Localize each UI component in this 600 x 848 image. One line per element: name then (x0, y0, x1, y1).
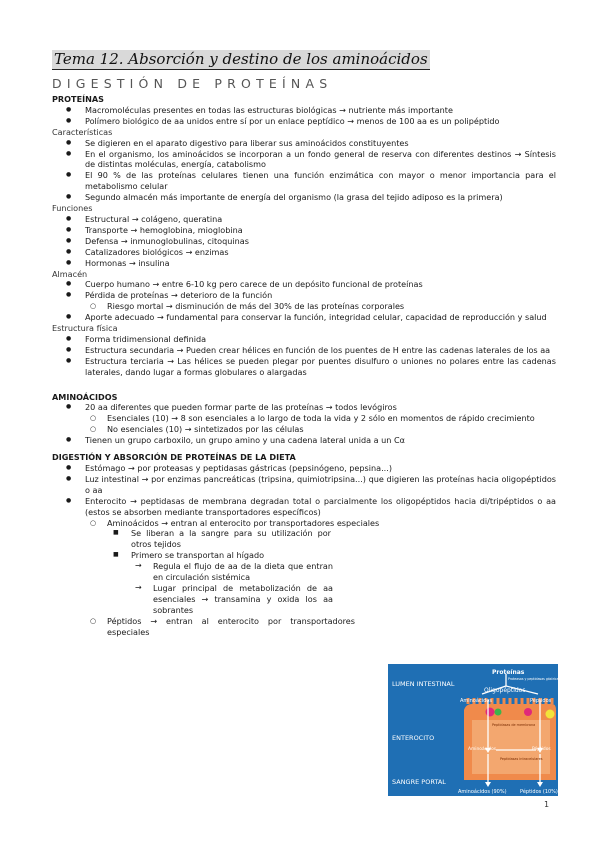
list-item: ● Estructura terciaria → Las hélices se pueden plegar por puentes disulfuro o uniones no polares entre las cadenas laterales, dando lugar a formas globulares o alargadas (52, 356, 556, 378)
label-proteinas: Proteínas (492, 669, 525, 676)
carrier-pink-2 (524, 708, 532, 716)
list-item: ● Estómago → por proteasas y peptidasas gástricas (pepsinógeno, pepsina...) (52, 463, 556, 474)
list-item: ● Cuerpo humano → entre 6-10 kg pero carece de un depósito funcional de proteínas (52, 279, 556, 290)
list-item-text: Pérdida de proteínas → deterioro de la función (85, 290, 273, 301)
list-item: ● Segundo almacén más importante de energía del organismo (la grasa del tejido adiposo es la primera) (52, 192, 556, 203)
label-peptidasas: Peptidasas de membrana (492, 723, 536, 727)
label-oligopeptidos: Oligopéptidos (484, 687, 526, 694)
label-peptidasas-intra: Peptidasas intracelulares (500, 757, 543, 761)
label-aminoacidos: Aminoácidos (460, 698, 492, 704)
sublist (85, 413, 556, 435)
label-enterocito: ENTEROCITO (392, 734, 435, 742)
arrow-list (131, 561, 407, 616)
list-item (52, 496, 556, 638)
list-estructura (52, 334, 556, 378)
list-item: ● Forma tridimensional definida (52, 334, 556, 345)
list-item: ● Aporte adecuado → fundamental para conservar la función, integridad celular, capacidad de reproducción y salud (52, 312, 556, 323)
sublist (85, 301, 556, 312)
arrow-item: → Lugar principal de metabolización de aa esenciales → transamina y oxida los aa sobrantes (131, 583, 333, 616)
list-item: ● Defensa → inmunoglobulinas, citoquinas (52, 236, 556, 247)
label-aa-cell: Aminoácidos (468, 747, 497, 752)
digestion-diagram (388, 664, 585, 796)
sublist-item: ○ No esenciales (10) → sintetizados por las células (85, 424, 556, 435)
list-aminoacidos (52, 402, 556, 446)
carrier-green (495, 709, 502, 716)
list-item: ● Estructural → colágeno, queratina (52, 214, 556, 225)
page-title: Tema 12. Absorción y destino de los aminoácidos (54, 50, 428, 68)
list-item: ● Hormonas → insulina (52, 258, 556, 269)
label-sangre: SANGRE PORTAL (392, 778, 446, 786)
list-caracteristicas (52, 138, 556, 203)
label-pep-10: Péptidos (10%) (520, 789, 558, 795)
sublist (85, 518, 556, 638)
label-proteasas: Proteasas y peptidasas gástricas y pancreáticas (508, 677, 585, 681)
label-lumen: LUMEN INTESTINAL (392, 680, 455, 688)
list-item: ● Estructura secundaria → Pueden crear hélices en función de los puentes de H entre las cadenas laterales de los aa (52, 345, 556, 356)
sub-sublist-item-text: Primero se transportan al hígado (131, 550, 265, 561)
carrier-pink (486, 708, 495, 717)
sublist-item-text: Aminoácidos → entran al enterocito por transportadores especiales (107, 517, 380, 528)
list-item (52, 290, 556, 312)
list-proteinas (52, 105, 556, 127)
list-almacen (52, 279, 556, 323)
label-aa-90: Aminoácidos (90%) (458, 789, 507, 795)
list-item: ● Polímero biológico de aa unidos entre sí por un enlace peptídico → menos de 100 aa es un polipéptido (52, 116, 556, 127)
list-item: ● Luz intestinal → por enzimas pancreáticas (tripsina, quimiotripsina...) que digieren las proteínas hacia oligopéptidos o aa (52, 474, 556, 496)
list-item (52, 402, 556, 435)
sub-sublist (107, 528, 407, 615)
sublist-item: ○ Riesgo mortal → disminución de más del 30% de las proteínas corporales (85, 301, 556, 312)
list-item: ● Se digieren en el aparato digestivo para liberar sus aminoácidos constituyentes (52, 138, 556, 149)
list-item: ● Tienen un grupo carboxilo, un grupo amino y una cadena lateral unida a un Cα (52, 435, 556, 446)
label-almacen: Almacén (52, 268, 88, 279)
heading-proteinas: PROTEÍNAS (52, 94, 104, 104)
label-pep-cell: Péptidos (532, 747, 551, 752)
label-estructura: Estructura física (52, 323, 118, 334)
document-body (52, 94, 556, 638)
list-item: ● Macromoléculas presentes en todas las estructuras biológicas → nutriente más importante (52, 105, 556, 116)
list-funciones (52, 214, 556, 269)
sublist-item (85, 518, 556, 616)
list-item: ● Catalizadores biológicos → enzimas (52, 247, 556, 258)
carrier-yellow (546, 710, 555, 719)
list-item: ● En el organismo, los aminoácidos se incorporan a un fondo general de reserva con diferentes destinos → Síntesis de distintas moléculas, energía, catabolismo (52, 149, 556, 171)
sub-sublist-item: ■ Se liberan a la sangre para su utilización por otros tejidos (107, 528, 331, 550)
list-item: ● El 90 % de las proteínas celulares tienen una función enzimática con mayor o menor importancia para el metabolismo celular (52, 170, 556, 192)
heading-aminoacidos: AMINOÁCIDOS (52, 391, 118, 402)
label-peptidos: Péptidos (530, 698, 552, 704)
digestion-diagram-svg (388, 664, 585, 796)
label-caracteristicas: Características (52, 126, 113, 137)
arrow-item: → Regula el flujo de aa de la dieta que entran en circulación sistémica (131, 561, 333, 583)
label-funciones: Funciones (52, 203, 93, 214)
list-item: ● Transporte → hemoglobina, mioglobina (52, 225, 556, 236)
sublist-item: ○ Esenciales (10) → 8 son esenciales a lo largo de toda la vida y 2 sólo en momentos de rápido crecimiento (85, 413, 556, 424)
sublist-item: ○ Péptidos → entran al enterocito por transportadores especiales (85, 616, 355, 638)
sub-sublist-item (107, 550, 407, 615)
list-item-text: 20 aa diferentes que pueden formar parte de las proteínas → todos levógiros (85, 402, 397, 413)
list-item-text: Enterocito → peptidasas de membrana degradan total o parcialmente los oligopéptidos hacia di/tripéptidos o aa (estos se absorben mediante transportadores específicos) (85, 495, 556, 517)
list-digestion (52, 463, 556, 638)
page-number: 1 (544, 800, 550, 809)
heading-digestion: DIGESTIÓN Y ABSORCIÓN DE PROTEÍNAS DE LA DIETA (52, 452, 296, 463)
section-heading: DIGESTIÓN DE PROTEÍNAS (52, 76, 333, 91)
